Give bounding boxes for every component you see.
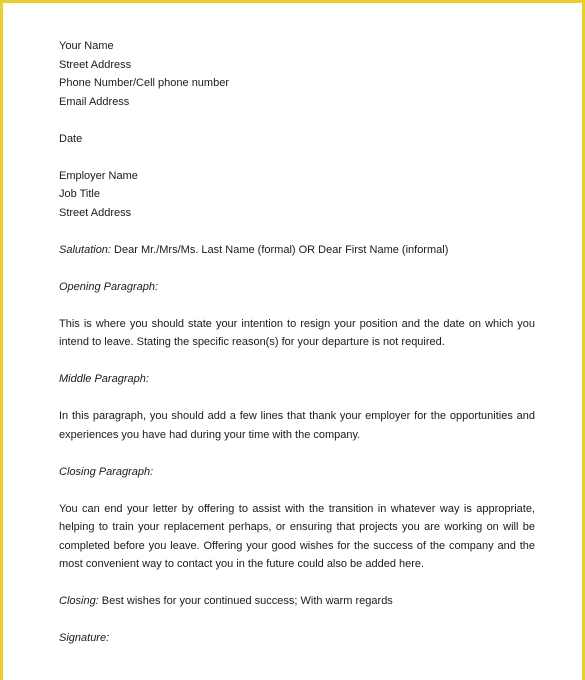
sender-street: Street Address (59, 58, 132, 71)
salutation-text: Dear Mr./Mrs/Ms. Last Name (formal) OR Dear First Name (informal) (110, 243, 449, 256)
salutation-label: Salutation: (59, 243, 111, 256)
opening-heading: Opening Paragraph: (59, 280, 159, 293)
recipient-street: Street Address (59, 206, 132, 219)
middle-paragraph: In this paragraph, you should add a few lines that thank your employer for the opportunities and experiences you have had during your time with the company. (59, 410, 535, 441)
middle-heading: Middle Paragraph: (59, 373, 149, 385)
opening-paragraph: This is where you should state your intention to resign your position and the date on which you intend to leave. Stating the specific reason(s) for your departure is not required. (59, 317, 535, 348)
salutation (59, 241, 535, 260)
sender-phone: Phone Number/Cell phone number (59, 77, 229, 89)
letter-date: Date (59, 132, 83, 145)
signature-label: Signature: (59, 632, 110, 644)
closing (59, 592, 535, 611)
letter-page (59, 37, 535, 648)
sender-name: Your Name (59, 40, 114, 52)
closing-text: Best wishes for your continued success; With warm regards (98, 595, 393, 607)
sender-email: Email Address (59, 95, 130, 108)
recipient-title: Job Title (59, 188, 100, 200)
closing-paragraph-heading: Closing Paragraph: (59, 465, 154, 478)
closing-label: Closing: (59, 595, 99, 607)
closing-paragraph: You can end your letter by offering to assist with the transition in whatever way is appropriate, helping to train your replacement perhaps, or ensuring that projects you are working on will be completed before you leave. Offering your good wishes for the success of the company and the most convenient way to contact you in the future could also be added here. (59, 502, 535, 570)
recipient-name: Employer Name (59, 169, 138, 182)
